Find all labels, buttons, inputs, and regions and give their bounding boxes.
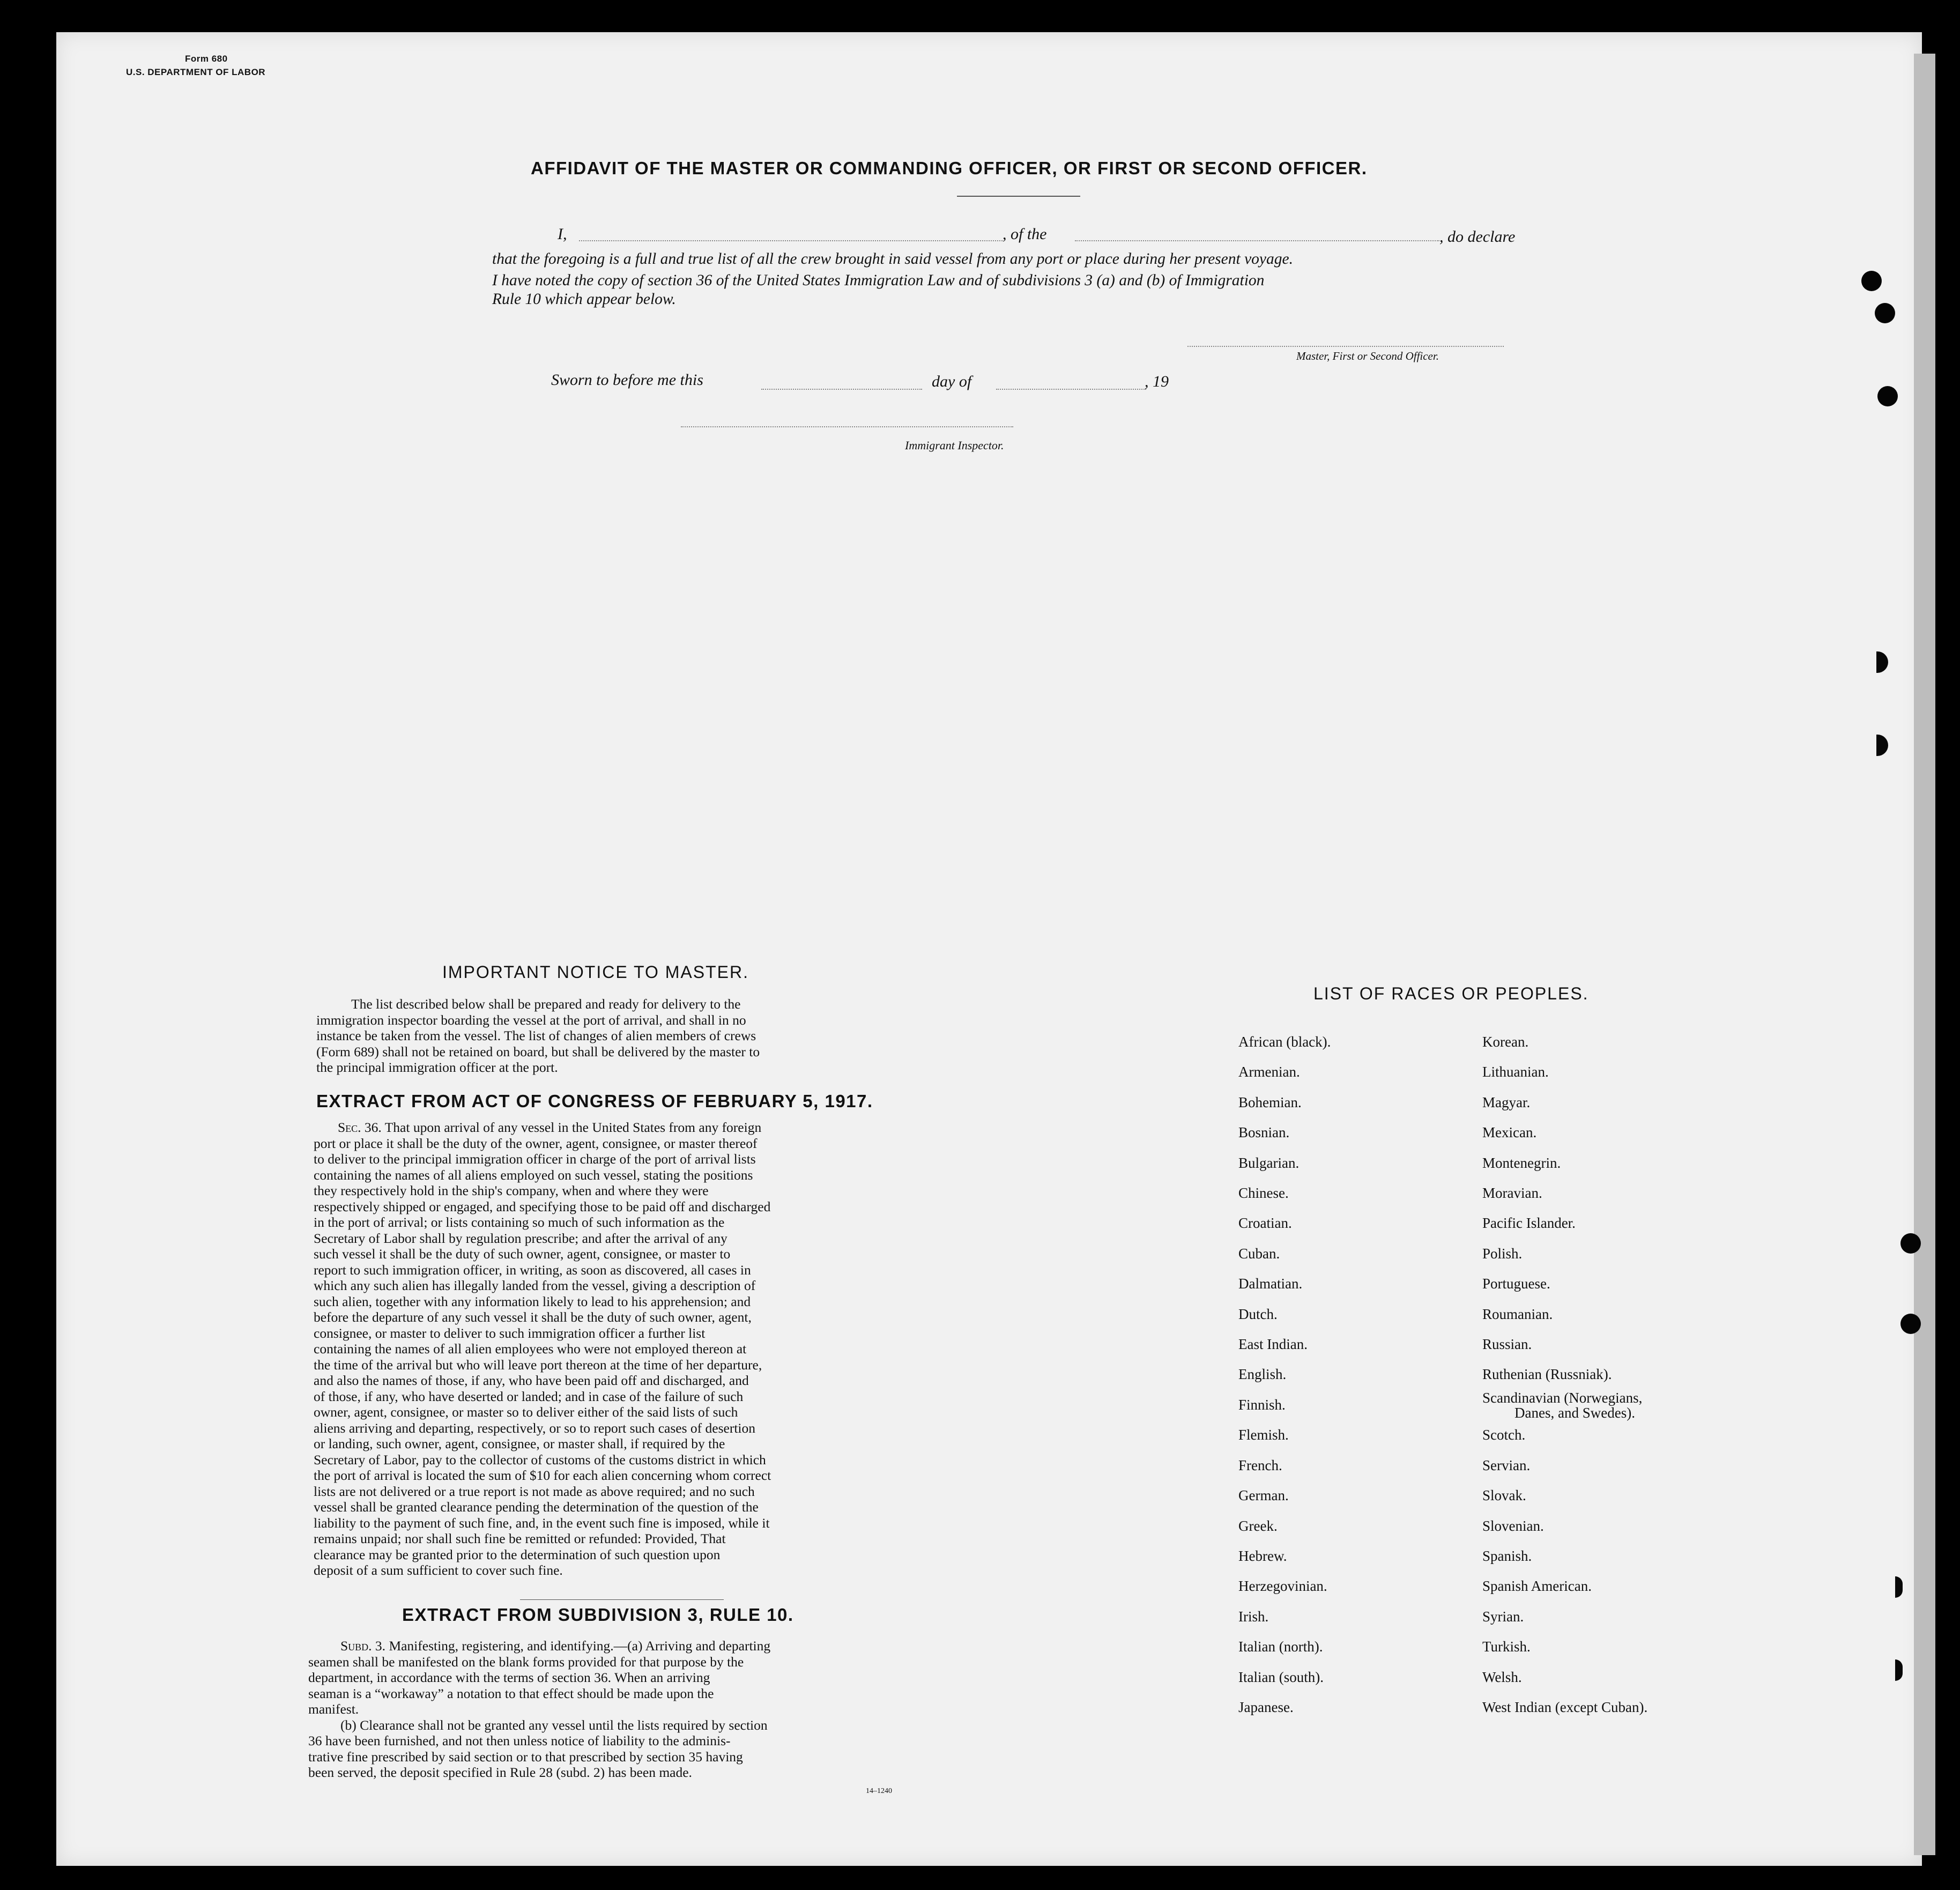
race-item: Roumanian. [1482,1306,1553,1322]
race-item: Italian (north). [1238,1639,1323,1655]
year-prefix: , 19 [1145,373,1169,390]
title-underline [957,196,1080,197]
act-line: liability to the payment of such fine, and, in the event such fine is imposed, while it [314,1515,770,1531]
notice-line: (Form 689) shall not be retained on board, but shall be delivered by the master to [316,1043,760,1059]
extract-rule-body [308,1638,941,1781]
act-line: That upon arrival of any vessel in the United States from any foreign [384,1120,762,1135]
race-item: Scotch. [1482,1427,1526,1443]
punch-hole-3 [1877,386,1898,406]
act-line: lists are not delivered or a true report is not made as above required; and no such [314,1483,755,1499]
extract-act-body [314,1120,946,1578]
sworn-day-blank [761,389,922,390]
rule-line: department, in accordance with the terms of section 36. When an arriving [308,1670,710,1685]
race-item: Mexican. [1482,1124,1537,1141]
affidavit-title: AFFIDAVIT OF THE MASTER OR COMMANDING OFFICER, OR FIRST OR SECOND OFFICER. [531,158,1368,178]
form-number: Form 680 [185,54,228,64]
race-item: Welsh. [1482,1669,1522,1685]
race-item: Italian (south). [1238,1669,1324,1685]
race-item: Magyar. [1482,1094,1531,1110]
race-item: Lithuanian. [1482,1064,1549,1080]
notice-line: instance be taken from the vessel. The list of changes of alien members of crews [316,1028,756,1043]
act-line: such alien, together with any information likely to lead to his apprehension; and [314,1293,751,1309]
race-item: Finnish. [1238,1396,1286,1413]
act-line: in the port of arrival; or lists containing so much of such information as the [314,1214,725,1230]
rule-line: Manifesting, registering, and identifying.—(a) Arriving and departing [389,1638,771,1654]
race-item: Dutch. [1238,1306,1278,1322]
act-line: containing the names of all aliens employed on such vessel, stating the positions [314,1167,753,1183]
act-line: consignee, or master to deliver to such immigration officer a further list [314,1325,706,1341]
affidavit-i: I, [558,225,567,243]
signature-line [1187,346,1504,347]
race-item: Spanish. [1482,1547,1532,1564]
race-item: Flemish. [1238,1427,1289,1443]
act-line: which any such alien has illegally landed from the vessel, giving a description of [314,1278,756,1293]
races-title: LIST OF RACES OR PEOPLES. [1313,984,1589,1003]
race-item: Cuban. [1238,1245,1280,1262]
race-item: Servian. [1482,1457,1531,1473]
month-blank [996,389,1146,390]
act-line: report to such immigration officer, in writing, as soon as discovered, all cases in [314,1262,751,1278]
notice-line: The list described below shall be prepared and ready for delivery to the [351,996,741,1012]
inspector-line [681,426,1013,427]
race-item: Polish. [1482,1245,1523,1262]
race-item: Moravian. [1482,1185,1542,1202]
rule-line: been served, the deposit specified in Rule 28 (subd. 2) has been made. [308,1765,692,1780]
name-blank [579,240,1003,241]
act-line: port or place it shall be the duty of the owner, agent, consignee, or master thereof [314,1135,758,1151]
race-item: Montenegrin. [1482,1154,1561,1171]
race-item: Spanish American. [1482,1578,1592,1595]
races-right-column [1482,1027,1647,1722]
act-line: containing the names of all alien employees who were not employed thereon at [314,1341,747,1357]
race-item: Turkish. [1482,1639,1531,1655]
race-item: English. [1238,1366,1287,1383]
affidavit-of-the: , of the [1003,225,1047,243]
punch-hole-7 [1900,1314,1921,1334]
extract-rule-overline [520,1599,724,1600]
race-item: Danes, and Swedes). [1514,1404,1635,1421]
race-item: East Indian. [1238,1336,1308,1353]
act-line: aliens arriving and departing, respectively, or so to report such cases of desertion [314,1420,755,1436]
signature-label: Master, First or Second Officer. [1296,350,1439,362]
race-item: Bohemian. [1238,1094,1302,1110]
race-item: Ruthenian (Russniak). [1482,1366,1612,1383]
race-item: Chinese. [1238,1185,1289,1202]
race-item: Bulgarian. [1238,1154,1300,1171]
race-item: Japanese. [1238,1699,1294,1715]
section-label: Sec. 36. [338,1120,382,1135]
affidavit-line3: I have noted the copy of section 36 of the United States Immigration Law and of subdivisions 3 (a) and (b) of Immigration [492,272,1265,289]
act-line: clearance may be granted prior to the determination of such question upon [314,1546,721,1562]
sworn-text: Sworn to before me this [551,371,703,389]
act-line: the port of arrival is located the sum of $10 for each alien concerning whom correct [314,1467,771,1483]
race-item: Greek. [1238,1517,1278,1534]
print-code: 14–1240 [866,1787,892,1795]
notice-body [316,996,946,1076]
department-label: U.S. DEPARTMENT OF LABOR [126,67,266,77]
subd-label: Subd. 3. [340,1638,386,1654]
race-item: Herzegovinian. [1238,1578,1327,1595]
race-item: Irish. [1238,1608,1269,1625]
race-item: Armenian. [1238,1064,1300,1080]
notice-title: IMPORTANT NOTICE TO MASTER. [442,962,749,982]
race-item: Russian. [1482,1336,1532,1353]
inspector-label: Immigrant Inspector. [905,439,1004,452]
rule-line: seaman is a “workaway” a notation to that effect should be made upon the [308,1685,714,1701]
rule-line: manifest. [308,1701,359,1717]
race-item: Portuguese. [1482,1276,1550,1292]
races-left-column [1238,1027,1331,1722]
act-line: such vessel it shall be the duty of such owner, agent, consignee, or master to [314,1246,731,1262]
punch-hole-1 [1861,271,1882,291]
affidavit-declare: , do declare [1439,228,1516,246]
race-item: Korean. [1482,1034,1529,1050]
race-item: Slovenian. [1482,1517,1544,1534]
act-line: respectively shipped or engaged, and specifying those to be paid off and discharged [314,1198,771,1214]
race-item: Hebrew. [1238,1547,1287,1564]
race-item: German. [1238,1487,1289,1504]
extract-rule-title: EXTRACT FROM SUBDIVISION 3, RULE 10. [402,1605,794,1625]
day-of-text: day of [932,373,972,390]
act-line: Secretary of Labor, pay to the collector of customs of the customs district in which [314,1451,766,1467]
act-line: vessel shall be granted clearance pending the determination of the question of the [314,1499,759,1515]
act-line: deposit of a sum sufficient to cover such fine. [314,1562,563,1578]
act-line: to deliver to the principal immigration officer in charge of the port of arrival lists [314,1151,756,1167]
race-item: Dalmatian. [1238,1276,1303,1292]
act-line: and also the names of those, if any, who have been paid off and discharged, and [314,1373,749,1388]
act-line: or landing, such owner, agent, consignee, or master shall, if required by the [314,1436,725,1451]
rule-line: 36 have been furnished, and not then unless notice of liability to the adminis- [308,1733,731,1748]
race-item: Slovak. [1482,1487,1526,1504]
page-edge [1914,54,1935,1855]
notice-line: immigration inspector boarding the vessel at the port of arrival, and shall in no [316,1012,746,1028]
act-line: remains unpaid; nor shall such fine be remitted or refunded: Provided, That [314,1531,726,1546]
act-line: Secretary of Labor shall by regulation prescribe; and after the arrival of any [314,1230,727,1246]
notice-line: the principal immigration officer at the port. [316,1059,558,1075]
act-line: the time of the arrival but who will leave port thereon at the time of her departure, [314,1357,762,1373]
vessel-blank [1075,240,1439,241]
race-item: Syrian. [1482,1608,1524,1625]
rule-line: (b) Clearance shall not be granted any vessel until the lists required by section [340,1717,768,1733]
race-item: Croatian. [1238,1215,1292,1232]
race-item: African (black). [1238,1034,1331,1050]
race-item: Bosnian. [1238,1124,1290,1141]
race-item: Scandinavian (Norwegians, [1482,1389,1643,1406]
race-item: French. [1238,1457,1282,1473]
race-item: Pacific Islander. [1482,1215,1576,1232]
act-line: of those, if any, who have deserted or landed; and in case of the failure of such [314,1388,744,1404]
act-line: they respectively hold in the ship's company, when and where they were [314,1183,709,1198]
act-line: before the departure of any such vessel it shall be the duty of such owner, agent, [314,1309,752,1325]
rule-line: trative fine prescribed by said section or to that prescribed by section 35 having [308,1748,743,1765]
act-line: owner, agent, consignee, or master so to deliver either of the said lists of such [314,1404,738,1420]
affidavit-line2: that the foregoing is a full and true list of all the crew brought in said vessel from any port or place during her present voyage. [492,250,1293,268]
race-item: West Indian (except Cuban). [1482,1699,1648,1715]
affidavit-line4: Rule 10 which appear below. [492,291,676,308]
punch-hole-2 [1875,303,1895,323]
punch-hole-6 [1900,1233,1921,1254]
extract-act-title: EXTRACT FROM ACT OF CONGRESS OF FEBRUARY 5, 1917. [316,1091,873,1111]
rule-line: seamen shall be manifested on the blank forms provided for that purpose by the [308,1654,744,1670]
